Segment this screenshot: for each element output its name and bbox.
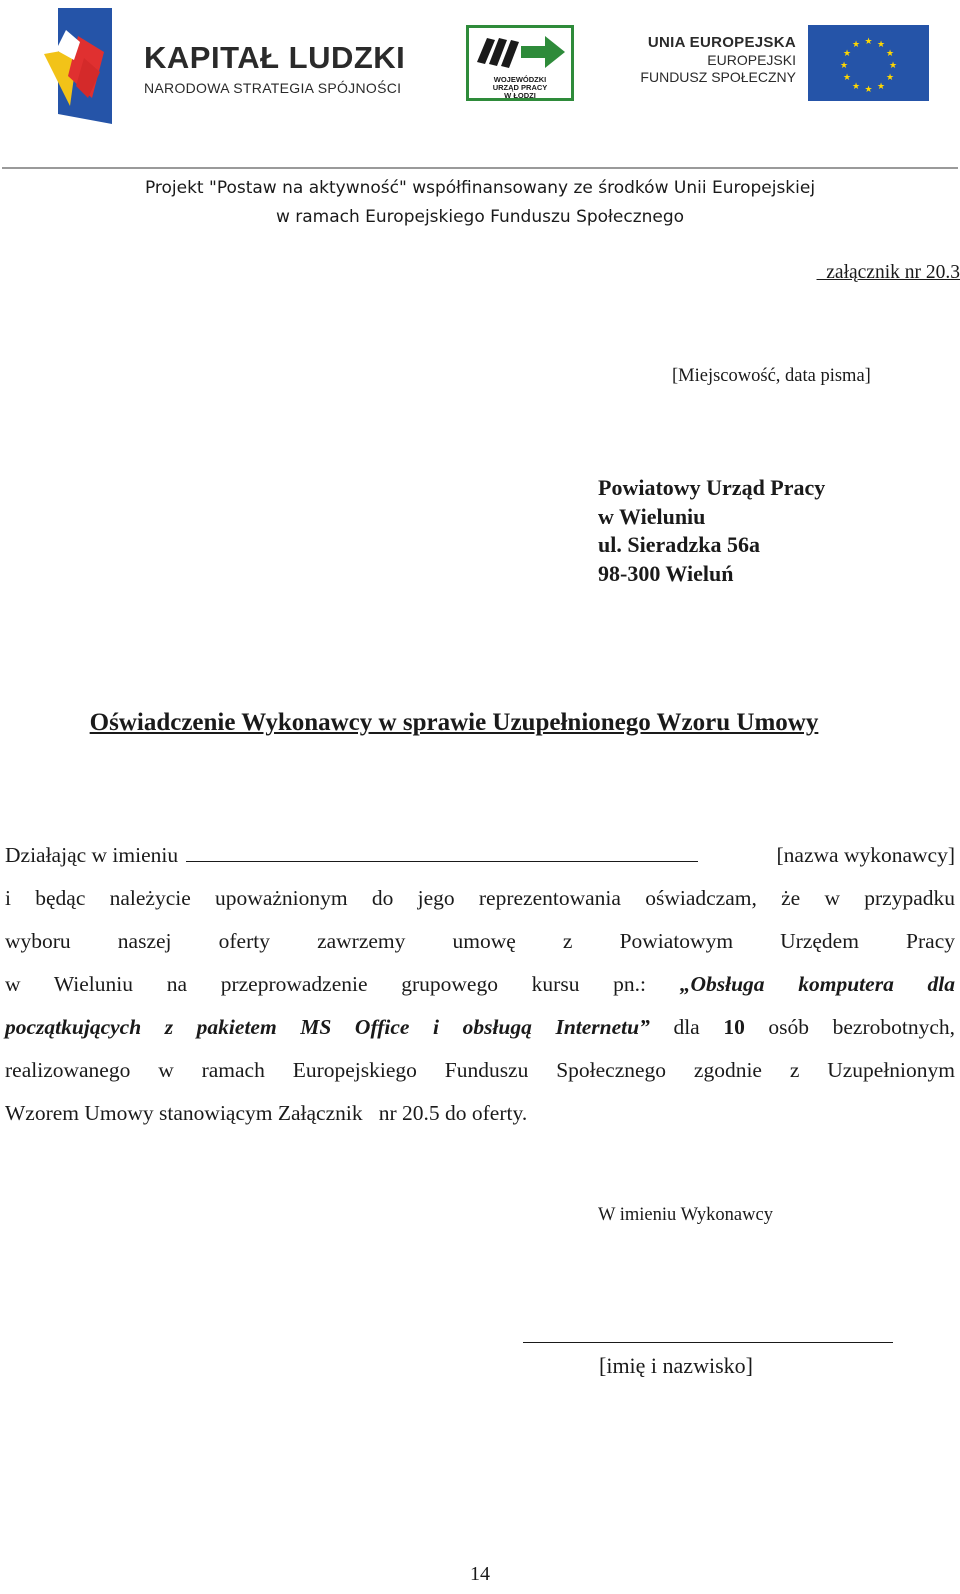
kapital-ludzki-subtitle: NARODOWA STRATEGIA SPÓJNOŚCI — [144, 80, 402, 96]
recipient-line: 98-300 Wieluń — [598, 560, 734, 586]
svg-text:★: ★ — [876, 82, 886, 92]
kapital-ludzki-logo — [44, 6, 424, 130]
svg-text:★: ★ — [888, 61, 898, 71]
wup-name: WOJEWÓDZKI URZĄD PRACY W ŁODZI — [492, 75, 548, 100]
paragraph-line: w Wieluniu na przeprowadzenie grupowego kursu pn.: „Obsługa komputera dla — [5, 972, 955, 996]
header-divider — [2, 167, 958, 169]
svg-text:★: ★ — [842, 73, 852, 83]
paragraph-line: początkujących z pakietem MS Office i obsługą Internetu” dla 10 osób bezrobotnych, — [5, 1015, 956, 1039]
svg-text:★: ★ — [839, 61, 849, 71]
annex-number: załącznik nr 20.3 — [816, 262, 960, 283]
paragraph-line: realizowanego w ramach Europejskiego Funduszu Społecznego zgodnie z Uzupełnionym — [5, 1058, 955, 1082]
signature-name: [imię i nazwisko] — [599, 1353, 753, 1378]
svg-text:★: ★ — [851, 40, 861, 50]
contractor-name-blank[interactable] — [186, 837, 698, 862]
signature-label: W imieniu Wykonawcy — [598, 1205, 773, 1225]
document-title: Oświadczenie Wykonawcy w sprawie Uzupełnionego Wzoru Umowy — [89, 709, 819, 736]
project-line-1: Projekt "Postaw na aktywność" współfinansowany ze środków Unii Europejskiej — [144, 178, 816, 198]
svg-text:★: ★ — [851, 82, 861, 92]
svg-text:★: ★ — [842, 49, 852, 59]
eu-text: UNIA EUROPEJSKA EUROPEJSKI FUNDUSZ SPOŁECZNY — [640, 34, 796, 85]
paragraph-line: Działając w imieniu [nazwa wykonawcy] — [5, 834, 955, 877]
eu-flag-icon — [808, 25, 929, 101]
paragraph-line: wyboru naszej oferty zawrzemy umowę z Powiatowym Urzędem Pracy — [5, 929, 955, 953]
paragraph-line: Wzorem Umowy stanowiącym Załącznik nr 20.5 do oferty. — [5, 1101, 528, 1125]
project-line-2: w ramach Europejskiego Funduszu Społecznego — [275, 207, 685, 227]
recipient-line: Powiatowy Urząd Pracy — [598, 475, 826, 500]
wup-arrow-icon — [475, 32, 567, 72]
kapital-ludzki-emblem-icon — [44, 6, 118, 130]
page-number: 14 — [470, 1563, 490, 1585]
svg-text:★: ★ — [864, 37, 873, 47]
recipient-line: ul. Sieradzka 56a — [598, 532, 760, 557]
svg-text:★: ★ — [876, 40, 886, 50]
kapital-ludzki-title: KAPITAŁ LUDZKI — [144, 40, 406, 75]
svg-text:★: ★ — [885, 73, 895, 83]
svg-text:★: ★ — [885, 49, 895, 59]
recipient-address — [598, 474, 825, 588]
svg-text:★: ★ — [864, 85, 873, 95]
recipient-line: w Wieluniu — [598, 503, 706, 529]
signature-line[interactable] — [523, 1342, 893, 1343]
wup-lodz-logo — [466, 25, 574, 101]
paragraph-line: i będąc należycie upoważnionym do jego reprezentowania oświadczam, że w przypadku — [5, 886, 955, 910]
statement-paragraph — [5, 834, 955, 1135]
place-date: [Miejscowość, data pisma] — [672, 366, 871, 386]
